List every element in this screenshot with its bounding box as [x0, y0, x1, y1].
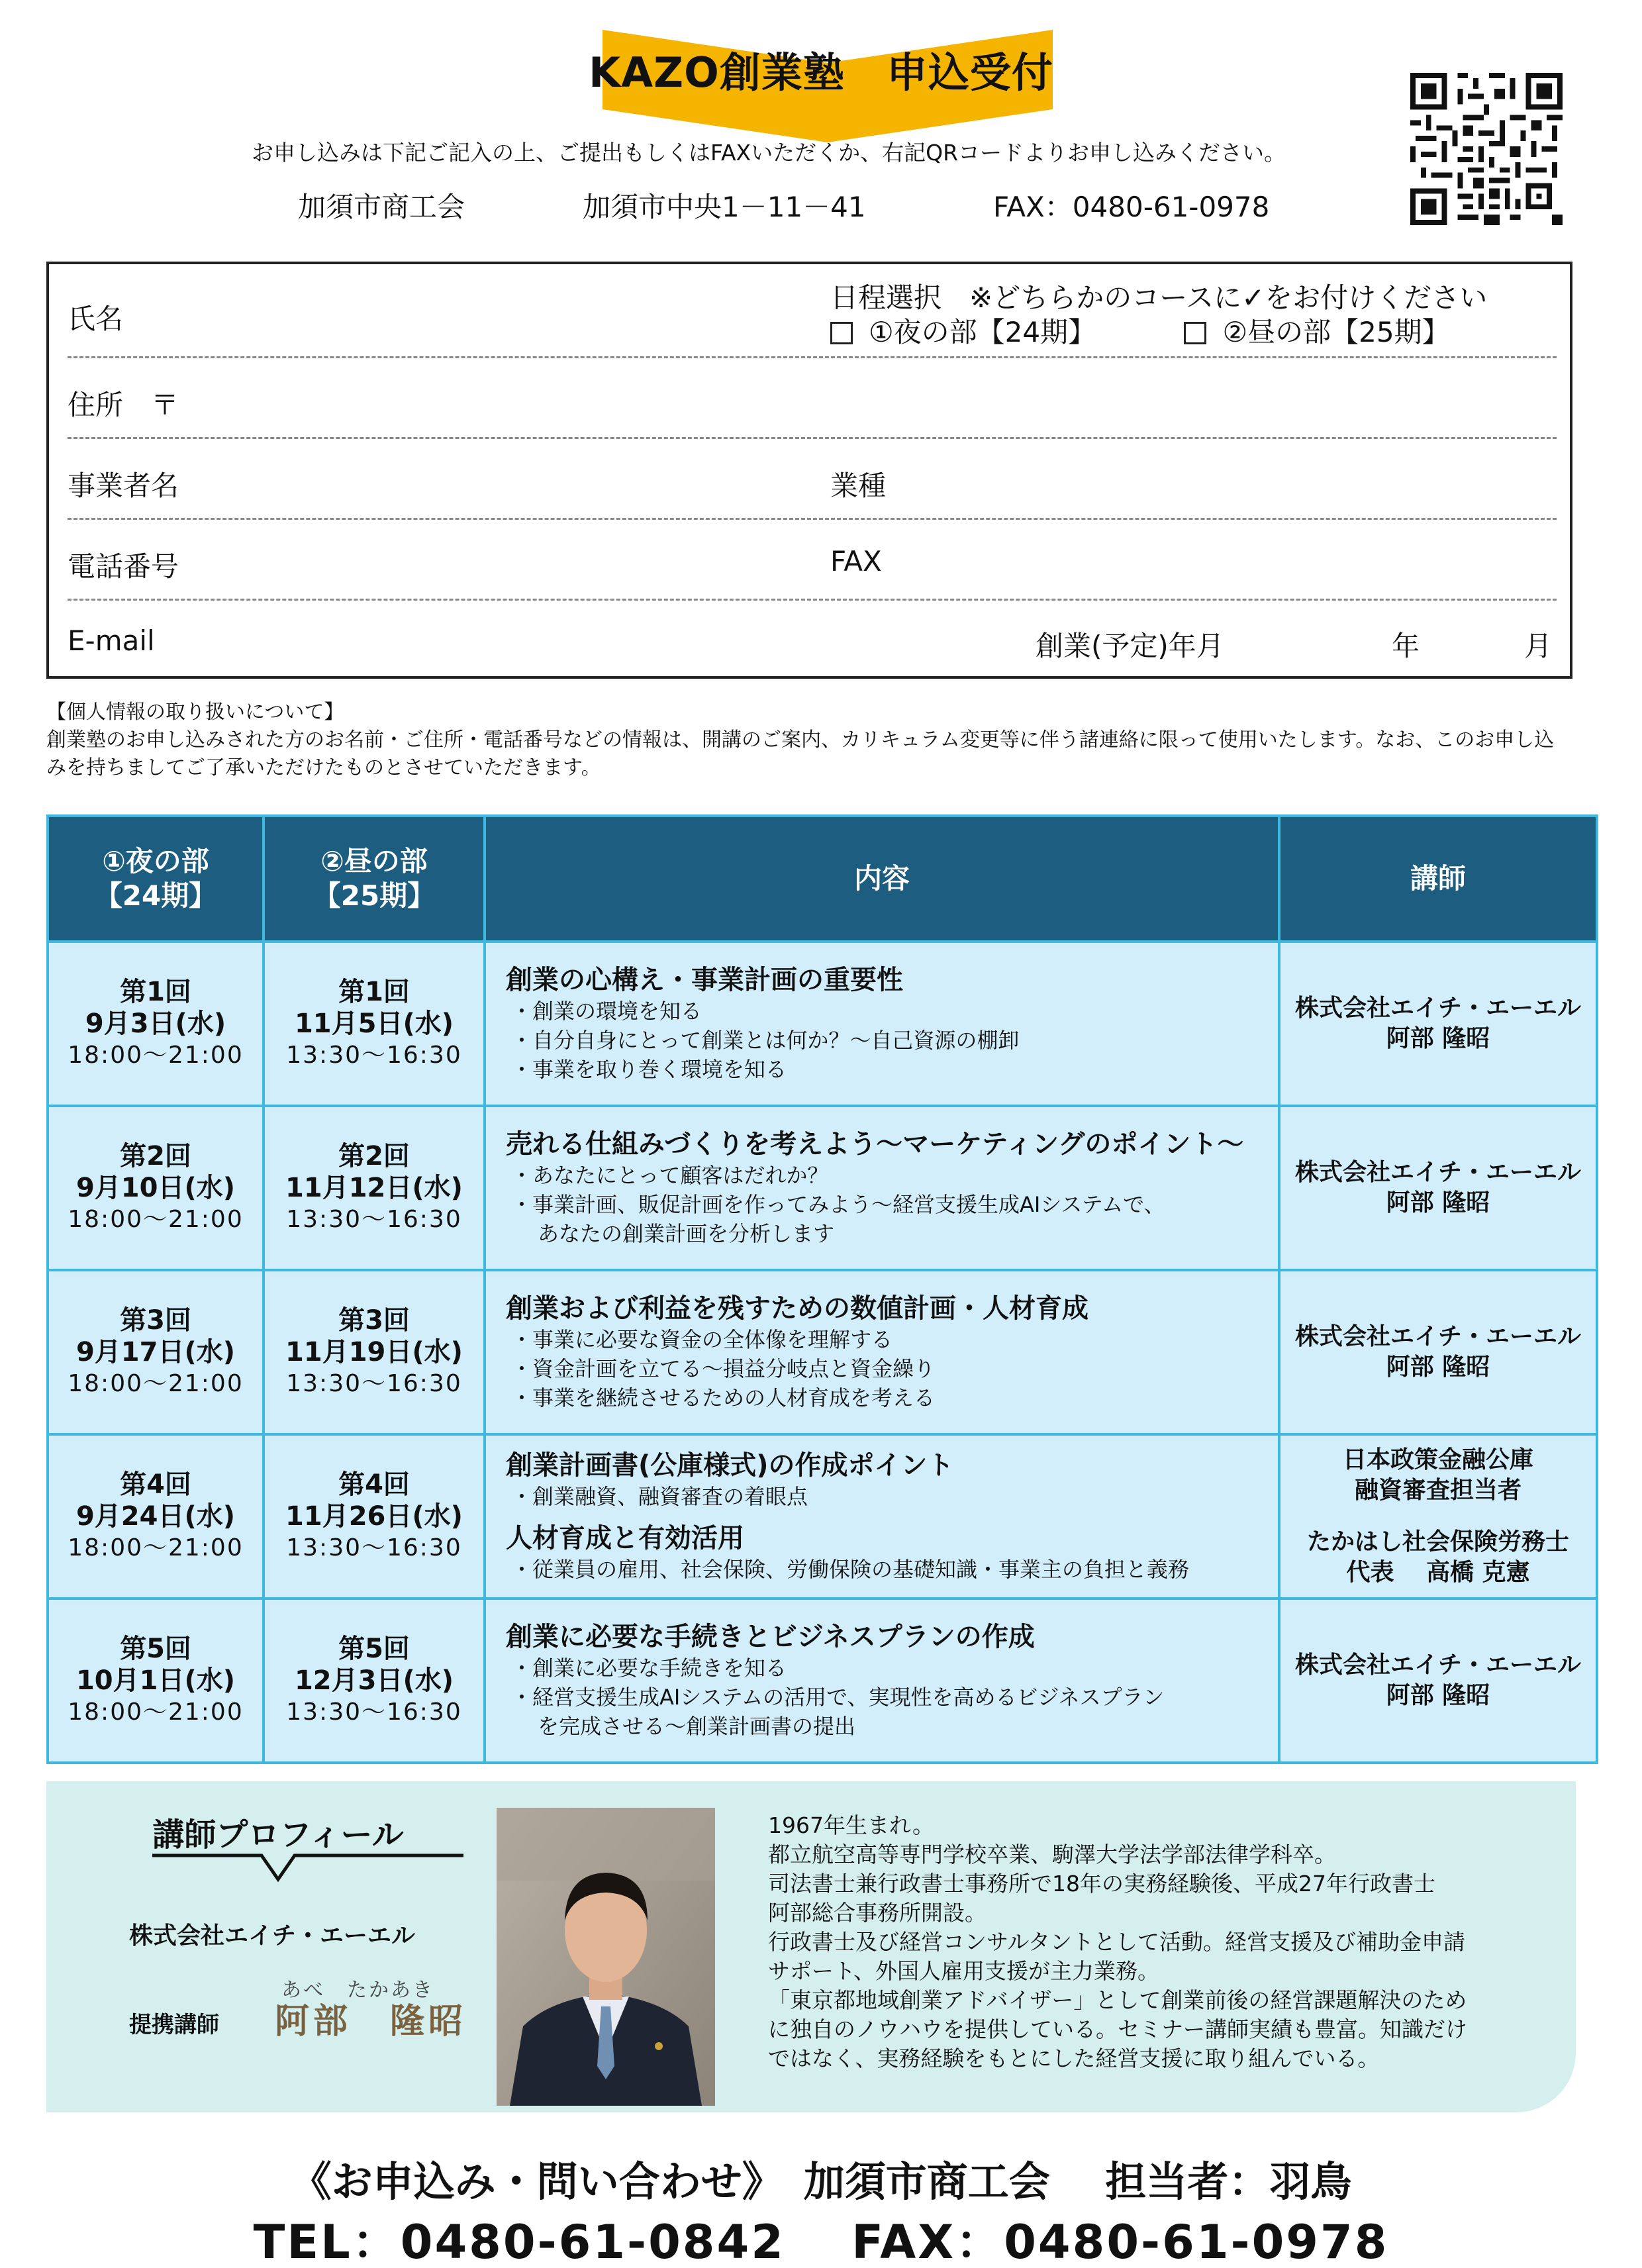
application-form	[46, 262, 1572, 679]
contact-numbers[interactable]: TEL：0480-61-0842 FAX：0480-61-0978	[253, 2215, 1389, 2268]
content-cell: 創業に必要な手続きとビジネスプランの作成 ・創業に必要な手続きを知る ・経営支援生成AIシステムの活用で、実現性を高めるビジネスプラン を完成させる～創業計画書の提出	[485, 1599, 1279, 1763]
table-row	[48, 1270, 1597, 1434]
instructor-cell: 株式会社エイチ・エーエル 阿部 隆昭	[1279, 942, 1597, 1106]
form-row-address	[68, 358, 1557, 439]
instructor-cell: 日本政策金融公庫 融資審査担当者 たかはし社会保険労務士 代表 高橋 克憲	[1279, 1434, 1597, 1599]
privacy-notice	[46, 699, 1569, 782]
session-title: 創業および利益を残すための数値計画・人材育成	[506, 1293, 1088, 1324]
qr-code-icon[interactable]	[1410, 73, 1563, 225]
privacy-body: 創業塾のお申し込みされた方のお名前・ご住所・電話番号などの情報は、開講のご案内、カリキュラム変更等に伴う諸連絡に限って使用いたします。なお、このお申し込みを持ちましてご了承いただけたものとさせていただきます。	[46, 728, 1555, 779]
month-unit: 月	[1524, 630, 1553, 662]
night-date-cell: 第5回 10月1日(水) 18:00～21:00	[48, 1599, 264, 1763]
privacy-heading: 【個人情報の取り扱いについて】	[46, 701, 344, 724]
profile-name-ruby: あべ たかあき	[281, 1979, 434, 2002]
content-cell: 創業計画書(公庫様式)の作成ポイント ・創業融資、融資審査の着眼点 人材育成と有効活用 ・従業員の雇用、社会保険、労働保険の基礎知識・事業主の負担と義務	[485, 1434, 1279, 1599]
profile-role: 提携講師	[129, 2012, 219, 2038]
content-cell: 創業の心構え・事業計画の重要性 ・創業の環境を知る ・自分自身にとって創業とは何か？～自己資源の棚卸 ・事業を取り巻く環境を知る	[485, 942, 1279, 1106]
day-date-cell: 第2回 11月12日(水) 13:30～16:30	[264, 1106, 485, 1270]
option-day-course[interactable]: ②昼の部【25期】	[1184, 311, 1449, 350]
table-header-row	[48, 816, 1597, 942]
column-content: 内容	[485, 816, 1279, 942]
night-date-cell: 第3回 9月17日(水) 18:00～21:00	[48, 1270, 264, 1434]
day-date-cell: 第5回 12月3日(水) 13:30～16:30	[264, 1599, 485, 1763]
night-date-cell: 第4回 9月24日(水) 18:00～21:00	[48, 1434, 264, 1599]
schedule-select-label: 日程選択 ※どちらかのコースに✓をお付けください	[830, 281, 1488, 314]
day-date-cell: 第4回 11月26日(水) 13:30～16:30	[264, 1434, 485, 1599]
page-title: KAZO創業塾 申込受付	[589, 48, 1053, 97]
instructor-cell: 株式会社エイチ・エーエル 阿部 隆昭	[1279, 1270, 1597, 1434]
day-date-cell: 第1回 11月5日(水) 13:30～16:30	[264, 942, 485, 1106]
day-course-checkbox[interactable]	[1184, 322, 1206, 344]
content-cell: 売れる仕組みづくりを考えよう～マーケティングのポイント～ ・あなたにとって顧客はだれか？ ・事業計画、販促計画を作ってみよう～経営支援生成AIシステムで、 あなたの創業計画を分析します	[485, 1106, 1279, 1270]
instructor-cell: 株式会社エイチ・エーエル 阿部 隆昭	[1279, 1106, 1597, 1270]
phone-field[interactable]: 電話番号	[68, 550, 179, 583]
name-field[interactable]: 氏名	[68, 303, 124, 335]
speech-pointer-icon	[152, 1853, 463, 1893]
business-name-field[interactable]: 事業者名	[68, 469, 179, 502]
fax-field[interactable]: FAX	[830, 545, 882, 577]
profile-company: 株式会社エイチ・エーエル	[129, 1922, 416, 1949]
instructor-cell: 株式会社エイチ・エーエル 阿部 隆昭	[1279, 1599, 1597, 1763]
session-title: 創業の心構え・事業計画の重要性	[506, 965, 903, 995]
session-title: 創業計画書(公庫様式)の作成ポイント	[506, 1450, 954, 1481]
instructor-profile	[46, 1781, 1576, 2112]
content-cell: 創業および利益を残すための数値計画・人材育成 ・事業に必要な資金の全体像を理解する ・資金計画を立てる～損益分岐点と資金繰り ・事業を継続させるための人材育成を考える	[485, 1270, 1279, 1434]
organizer-fax: FAX：0480-61-0978	[993, 191, 1270, 223]
session-title: 売れる仕組みづくりを考えよう～マーケティングのポイント～	[506, 1129, 1244, 1159]
column-instructor: 講師	[1279, 816, 1597, 942]
session-title: 人材育成と有効活用	[506, 1523, 744, 1553]
contact-heading: 《お申込み・問い合わせ》 加須市商工会 担当者：羽鳥	[290, 2157, 1352, 2206]
schedule-options	[830, 311, 1529, 350]
profile-bio: 1967年生まれ。 都立航空高等専門学校卒業、駒澤大学法学部法律学科卒。 司法書士兼行政書士事務所で18年の実務経験後、平成27年行政書士 阿部総合事務所開設。 行政書士及び経営コンサルタントとして活動。経営支援及び補助金申請 サポート、外国人雇用支援が主力業務。 「東京都地域創業アドバイザー」として創業前後の経営課題解決のため に独自のノウハウを提供している。セミナー講師実績も豊富。知識だけ ではなく、実務経験をもとにした経営支援に取り組んでいる。	[768, 1812, 1467, 2071]
address-field[interactable]: 住所 〒	[68, 389, 179, 421]
table-row	[48, 1434, 1597, 1599]
year-unit: 年	[1392, 630, 1420, 662]
column-day-course: ②昼の部 【25期】	[264, 816, 485, 942]
session-title: 創業に必要な手続きとビジネスプランの作成	[506, 1622, 1035, 1652]
organizer-name: 加須市商工会	[298, 191, 465, 223]
industry-field[interactable]: 業種	[830, 469, 887, 502]
instructor-photo	[497, 1808, 715, 2106]
instruction-text: お申し込みは下記ご記入の上、ご提出もしくはFAXいただくか、右記QRコードよりお申し込みください。	[252, 140, 1286, 166]
form-row-phone	[68, 520, 1557, 601]
table-row	[48, 1599, 1597, 1763]
night-date-cell: 第1回 9月3日(水) 18:00～21:00	[48, 942, 264, 1106]
schedule-table	[46, 814, 1598, 1764]
option-night-course[interactable]: ①夜の部【24期】	[830, 311, 1096, 350]
night-date-cell: 第2回 9月10日(水) 18:00～21:00	[48, 1106, 264, 1270]
profile-heading: 講師プロフィール	[152, 1816, 404, 1853]
form-row-email	[68, 601, 1557, 679]
day-date-cell: 第3回 11月19日(水) 13:30～16:30	[264, 1270, 485, 1434]
column-night-course: ①夜の部 【24期】	[48, 816, 264, 942]
startup-date-field[interactable]: 創業(予定)年月	[1036, 630, 1224, 662]
night-course-checkbox[interactable]	[830, 322, 853, 344]
profile-name: 阿部 隆昭	[275, 2002, 467, 2042]
form-row-business	[68, 439, 1557, 520]
email-field[interactable]: E-mail	[68, 624, 155, 657]
table-row	[48, 1106, 1597, 1270]
organizer-address: 加須市中央1－11－41	[583, 191, 866, 223]
table-row	[48, 942, 1597, 1106]
